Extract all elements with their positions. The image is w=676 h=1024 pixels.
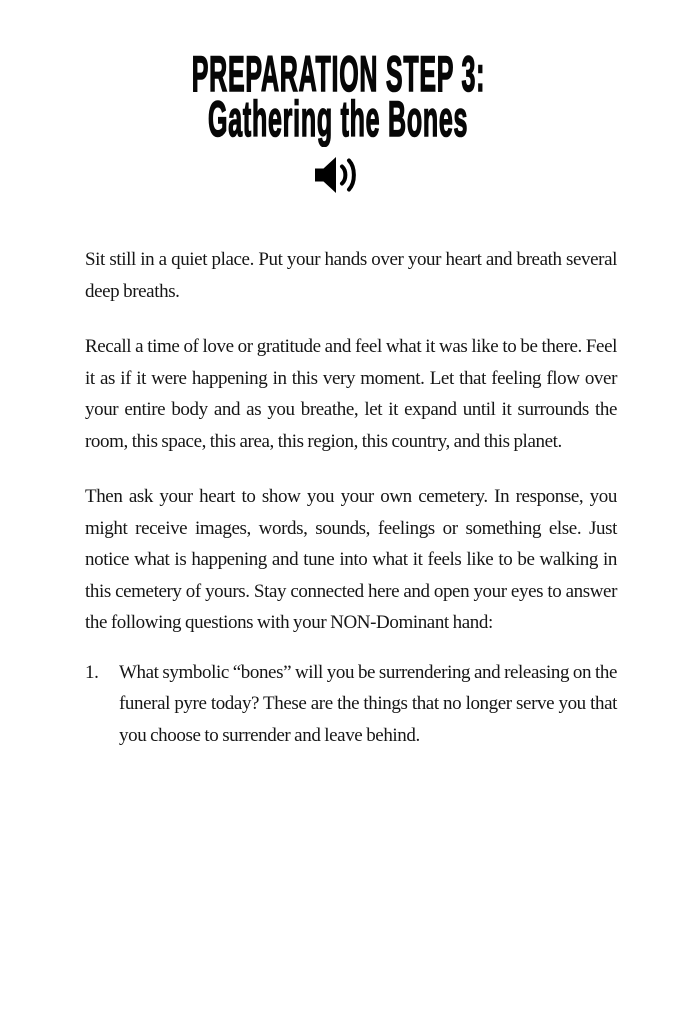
body-paragraph: Recall a time of love or gratitude and feel what it was like to be there. Feel it as if it were happening in this very moment. Let that feeling flow over your entire body and as you breathe, let it expand until it surrounds the room, this space, this area, this region, this country, and this planet. xyxy=(85,336,617,452)
speaker-volume-icon xyxy=(315,182,361,197)
play-audio-button[interactable] xyxy=(315,156,361,194)
body-paragraph: Sit still in a quiet place. Put your hands over your heart and breath several deep breaths. xyxy=(85,249,617,302)
audio-row xyxy=(0,156,676,194)
numbered-list xyxy=(85,657,617,752)
list-item-text: What symbolic “bones” will you be surrendering and releasing on the funeral pyre today? These are the things that no longer serve you that you choose to surrender and leave behind. xyxy=(119,661,617,746)
page-title-line-2 xyxy=(0,91,676,147)
list-item-number: 1. xyxy=(85,661,99,683)
body-paragraph: Then ask your heart to show you your own cemetery. In response, you might receive images, words, sounds, feelings or something else. Just notice what is happening and tune into what it feels like to be walking in this cemetery of yours. Stay connected here and open your eyes to answer the following questions with your NON-Dominant hand: xyxy=(85,486,617,633)
page-title xyxy=(0,0,676,147)
body-text-block xyxy=(0,244,676,751)
page-title-line-2-text: Gathering the Bones xyxy=(207,91,469,147)
list-item xyxy=(85,657,617,752)
page-title-line-1-text: PREPARATION STEP 3: xyxy=(191,46,485,102)
